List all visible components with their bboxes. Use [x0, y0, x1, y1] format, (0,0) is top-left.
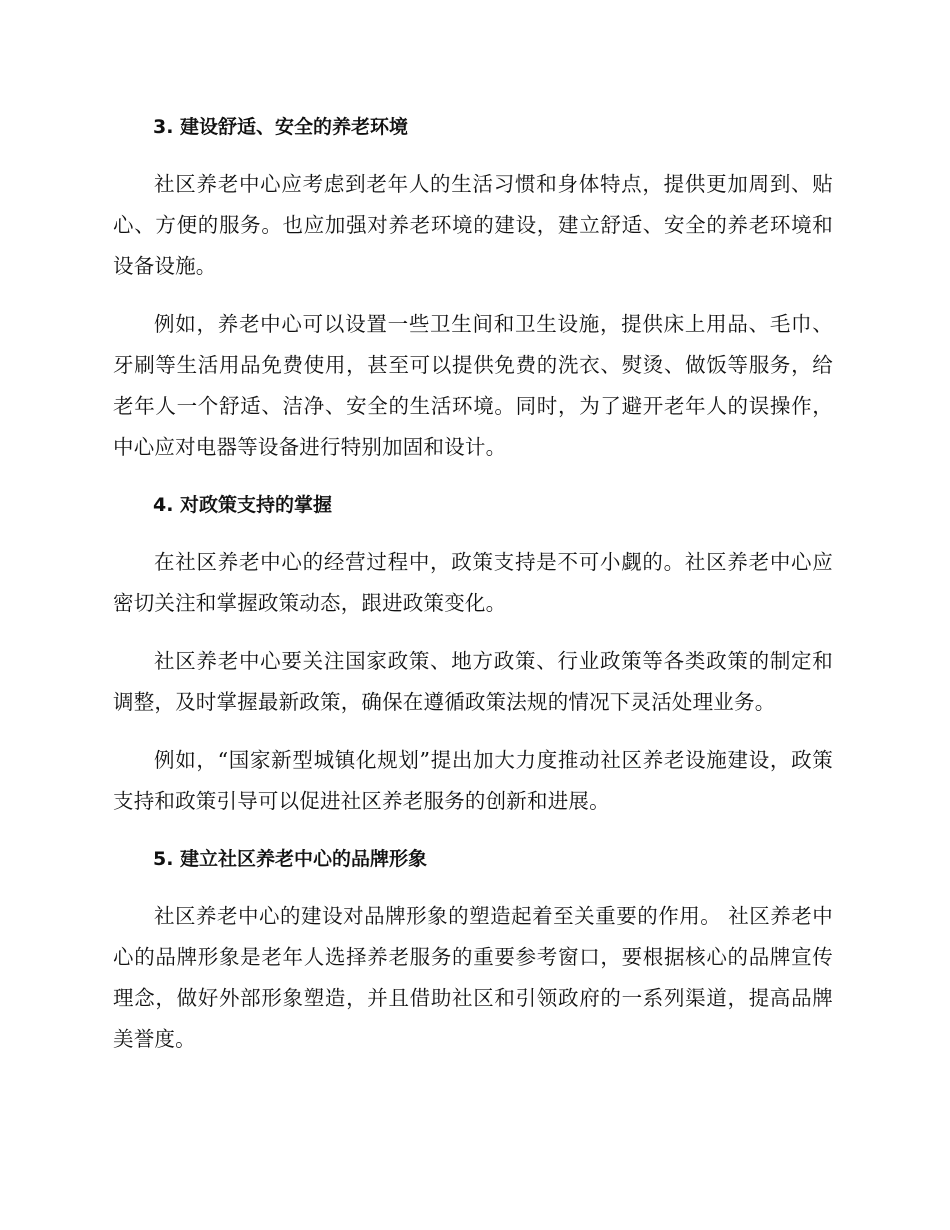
- section-heading-4: 4. 对政策支持的掌握: [153, 494, 333, 516]
- document-body: [113, 112, 833, 1077]
- section-4-paragraph-2: 社区养老中心要关注国家政策、地方政策、行业政策等各类政策的制定和调整，及时掌握最新政策，确保在遵循政策法规的情况下灵活处理业务。: [113, 649, 833, 714]
- section-heading-5: 5. 建立社区养老中心的品牌形象: [153, 848, 428, 870]
- section-3-paragraph-1: 社区养老中心应考虑到老年人的生活习惯和身体特点，提供更加周到、贴心、方便的服务。也应加强对养老环境的建设，建立舒适、安全的养老环境和设备设施。: [113, 172, 833, 278]
- section-4-paragraph-1: 在社区养老中心的经营过程中，政策支持是不可小觑的。社区养老中心应密切关注和掌握政策动态，跟进政策变化。: [113, 550, 833, 615]
- section-5-paragraph-1: 社区养老中心的建设对品牌形象的塑造起着至关重要的作用。 社区养老中心的品牌形象是老年人选择养老服务的重要参考窗口，要根据核心的品牌宣传理念，做好外部形象塑造，并且借助社区和引领政府的一系列渠道，提高品牌美誉度。: [113, 904, 833, 1051]
- section-heading-3: 3. 建设舒适、安全的养老环境: [153, 116, 409, 138]
- section-3-paragraph-2: 例如，养老中心可以设置一些卫生间和卫生设施，提供床上用品、毛巾、牙刷等生活用品免费使用，甚至可以提供免费的洗衣、熨烫、做饭等服务，给老年人一个舒适、洁净、安全的生活环境。同时，为了避开老年人的误操作，中心应对电器等设备进行特别加固和设计。: [113, 312, 833, 459]
- section-4-paragraph-3: 例如，“国家新型城镇化规划”提出加大力度推动社区养老设施建设，政策支持和政策引导可以促进社区养老服务的创新和进展。: [113, 748, 833, 813]
